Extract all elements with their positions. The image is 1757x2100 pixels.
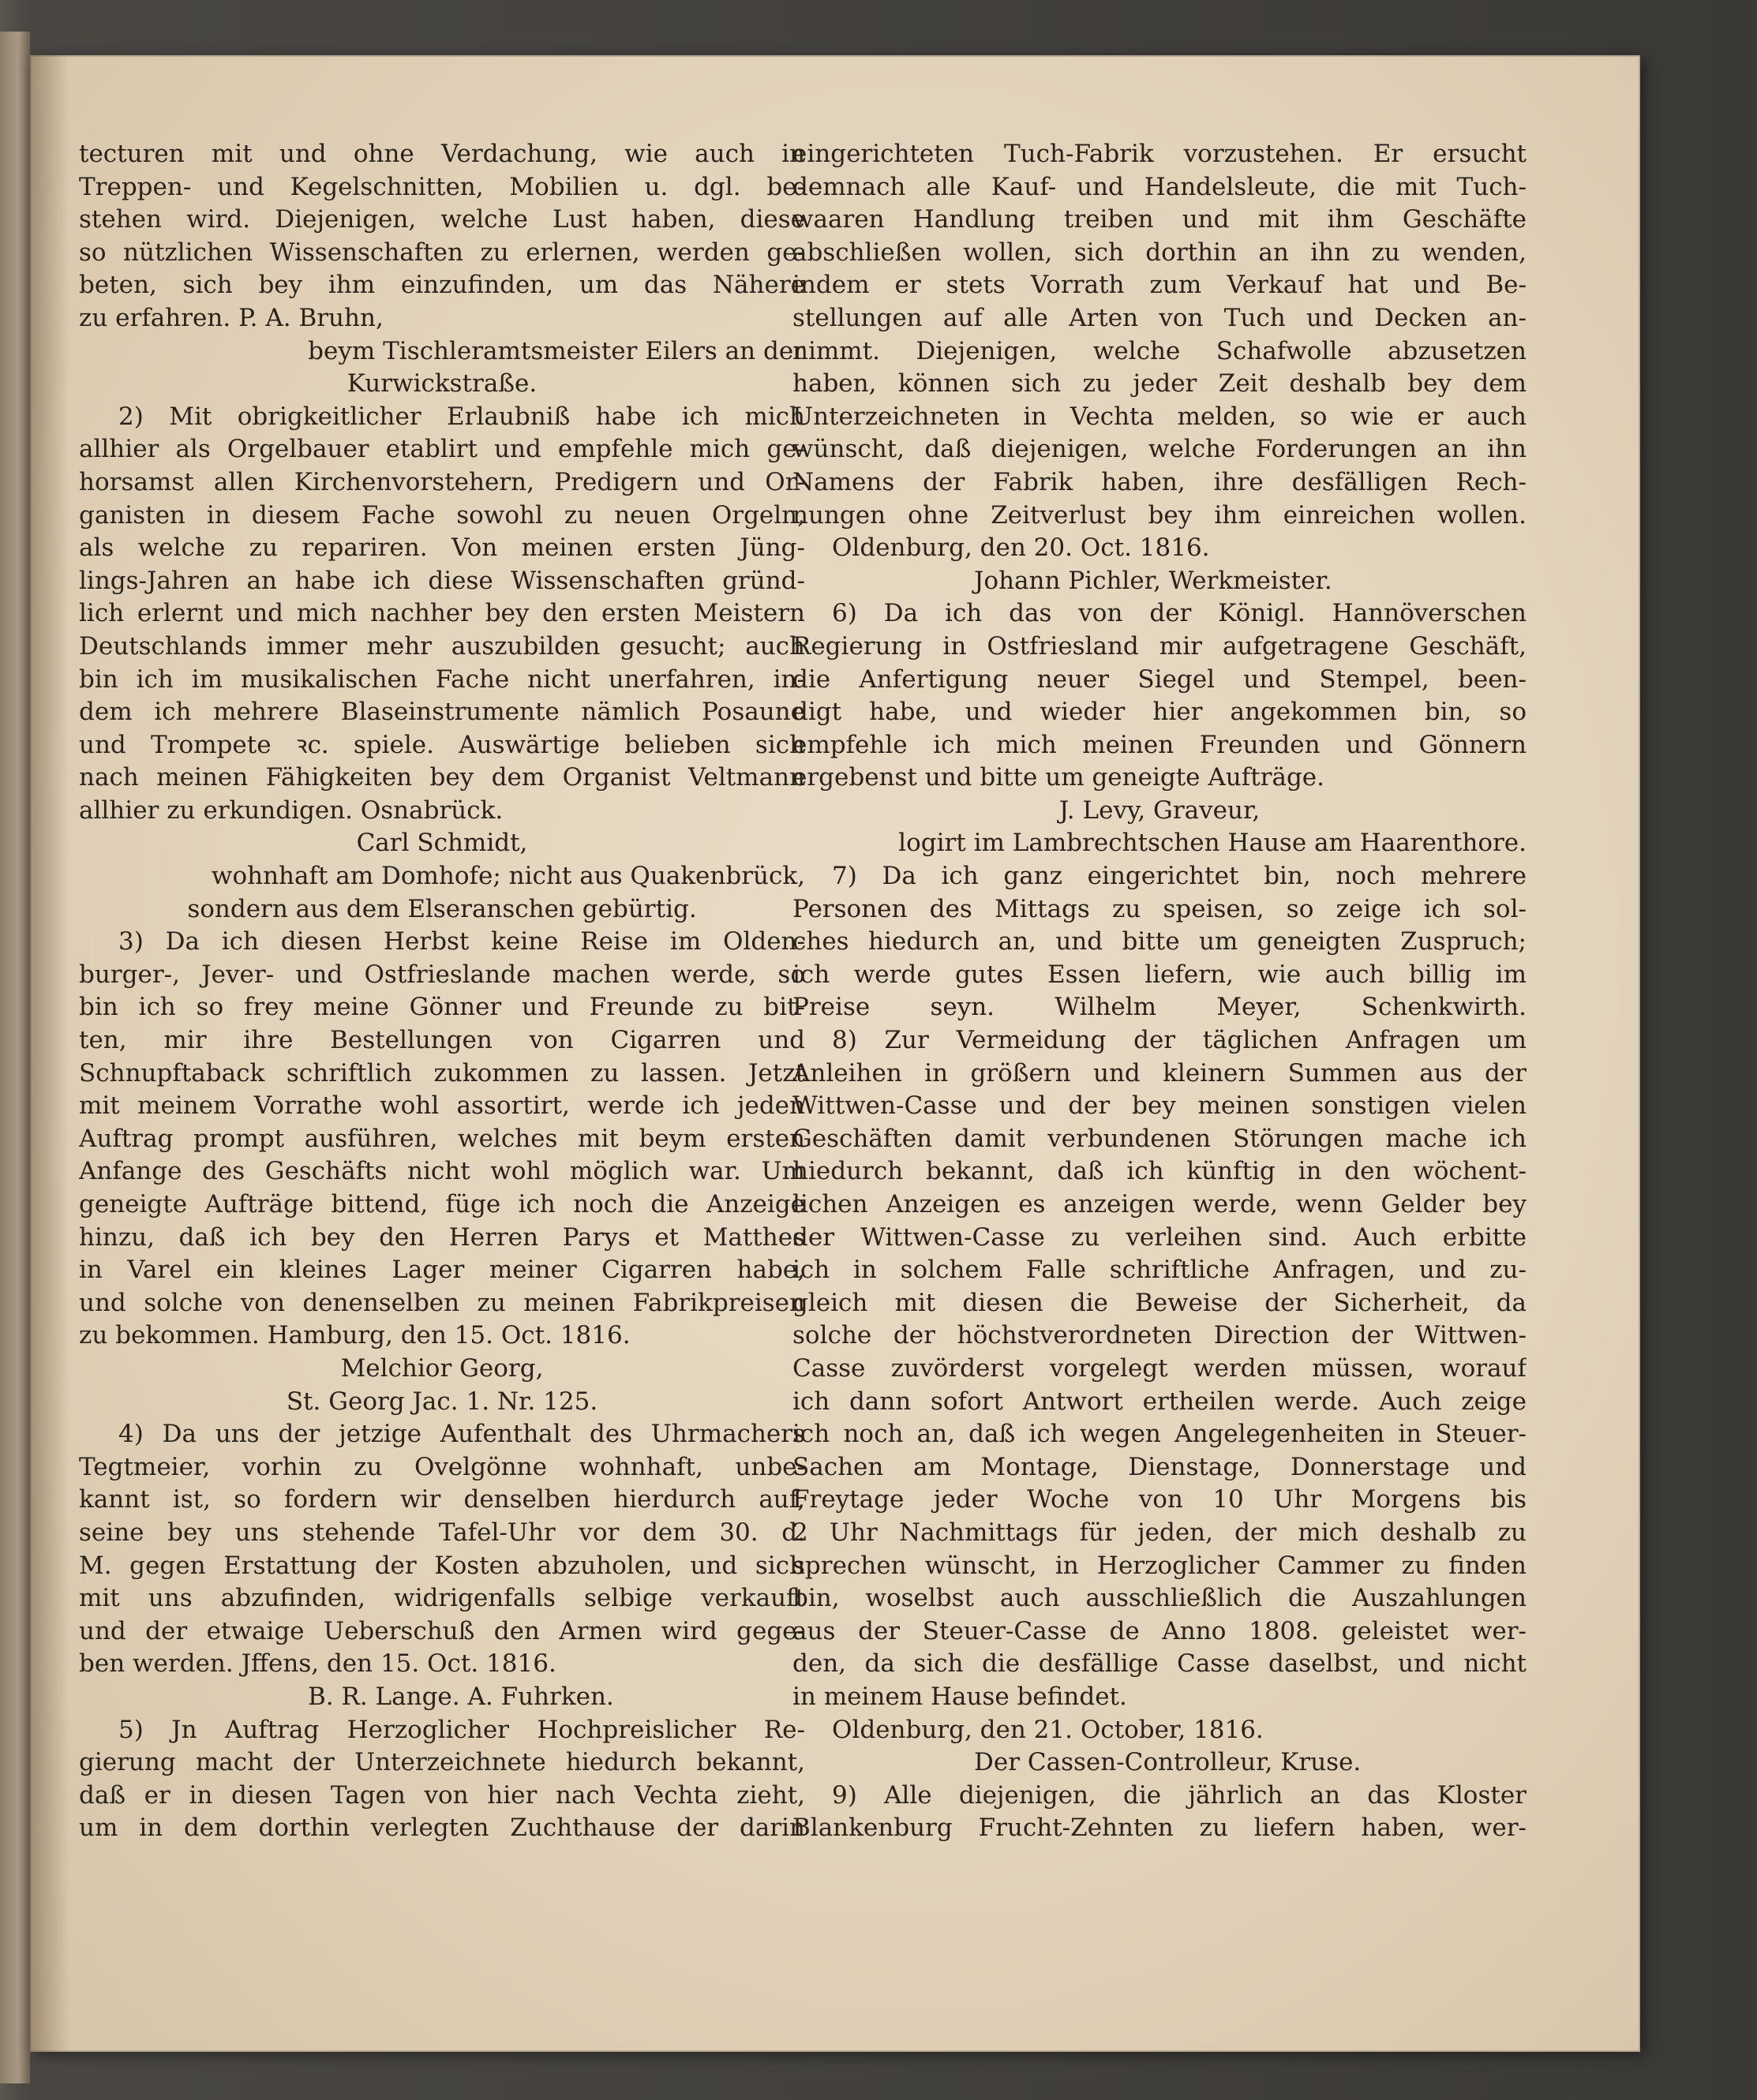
text-line: als welche zu repariren. Von meinen ersten Jüng- bbox=[79, 533, 805, 563]
text-line: Der Cassen-Controlleur, Kruse. bbox=[974, 1748, 1362, 1777]
text-line: Namens der Fabrik haben, ihre desfälligen Rech- bbox=[792, 467, 1527, 496]
text-line: 8) Zur Vermeidung der täglichen Anfragen um bbox=[832, 1026, 1527, 1055]
text-line: Johann Pichler, Werkmeister. bbox=[974, 566, 1332, 595]
text-line: ten, mir ihre Bestellungen von Cigarren und bbox=[79, 1026, 805, 1055]
text-line: zu erfahren. P. A. Bruhn, bbox=[79, 303, 384, 332]
text-line: empfehle ich mich meinen Freunden und Gönnern bbox=[792, 730, 1527, 759]
text-line: 6) Da ich das von der Königl. Hannöverschen bbox=[832, 599, 1527, 628]
text-line: gleich mit diesen die Beweise der Sicherheit, da bbox=[792, 1288, 1527, 1317]
text-line: den, da sich die desfällige Casse daselbst, und nicht bbox=[792, 1649, 1527, 1679]
text-line: 5) Jn Auftrag Herzoglicher Hochpreislicher Re- bbox=[118, 1715, 805, 1744]
text-line: um in dem dorthin verlegten Zuchthause der darin bbox=[79, 1814, 805, 1843]
text-line: daß er in diesen Tagen von hier nach Vechta zieht, bbox=[79, 1780, 805, 1810]
text-line: lichen Anzeigen es anzeigen werde, wenn Gelder bey bbox=[792, 1190, 1527, 1218]
text-line: geneigte Aufträge bittend, füge ich noch die Anzeige bbox=[79, 1190, 805, 1218]
text-line: 4) Da uns der jetzige Aufenthalt des Uhrmachers bbox=[118, 1420, 805, 1449]
text-line: St. Georg Jac. 1. Nr. 125. bbox=[286, 1387, 598, 1416]
text-line: nungen ohne Zeitverlust bey ihm einreichen wollen. bbox=[792, 500, 1527, 530]
text-line: Freytage jeder Woche von 10 Uhr Morgens bis bbox=[792, 1485, 1527, 1514]
text-line: Casse zuvörderst vorgelegt werden müssen, worauf bbox=[792, 1353, 1527, 1383]
text-line: in Varel ein kleines Lager meiner Cigarren habe, bbox=[79, 1256, 805, 1285]
text-line: haben, können sich zu jeder Zeit deshalb bey dem bbox=[792, 369, 1527, 399]
text-line: allhier zu erkundigen. Osnabrück. bbox=[79, 795, 504, 825]
text-line: beym Tischleramtsmeister Eilers an der bbox=[308, 336, 805, 365]
previous-page-edge bbox=[0, 32, 30, 2083]
text-line: demnach alle Kauf- und Handelsleute, die mit Tuch- bbox=[792, 172, 1527, 201]
text-line: und solche von denenselben zu meinen Fabrikpreisen bbox=[79, 1288, 805, 1317]
text-line: 2) Mit obrigkeitlicher Erlaubniß habe ich mich bbox=[118, 402, 805, 431]
text-line: Schnupftaback schriftlich zukommen zu lassen. Jetzt bbox=[79, 1058, 805, 1087]
text-line: tecturen mit und ohne Verdachung, wie auch in bbox=[79, 140, 805, 168]
text-line: J. Levy, Graveur, bbox=[1058, 795, 1261, 825]
text-line: stehen wird. Diejenigen, welche Lust haben, diese bbox=[79, 205, 805, 234]
text-line: sondern aus dem Elseranschen gebürtig. bbox=[187, 894, 697, 923]
text-line: Geschäften damit verbundenen Störungen mache ich bbox=[792, 1124, 1527, 1153]
text-line: hiedurch bekannt, daß ich künftig in den wöchent- bbox=[792, 1157, 1527, 1186]
text-line: ich in solchem Falle schriftliche Anfragen, und zu- bbox=[792, 1256, 1527, 1285]
text-line: ich werde gutes Essen liefern, wie auch billig im bbox=[792, 960, 1527, 989]
text-line: waaren Handlung treiben und mit ihm Geschäfte bbox=[792, 205, 1527, 234]
text-line: sprechen wünscht, in Herzoglicher Cammer zu finden bbox=[792, 1551, 1527, 1580]
text-line: 9) Alle diejenigen, die jährlich an das Kloster bbox=[832, 1780, 1527, 1810]
text-line: der Wittwen-Casse zu verleihen sind. Auch erbitte bbox=[792, 1222, 1527, 1252]
text-line: zu bekommen. Hamburg, den 15. Oct. 1816. bbox=[79, 1321, 631, 1350]
text-line: stellungen auf alle Arten von Tuch und Decken an- bbox=[792, 303, 1527, 332]
text-line: wünscht, daß diejenigen, welche Forderungen an ihn bbox=[792, 435, 1527, 464]
text-line: und Trompete ꝛc. spiele. Auswärtige belieben sich bbox=[79, 730, 805, 759]
text-line: Tegtmeier, vorhin zu Ovelgönne wohnhaft, unbe- bbox=[79, 1452, 805, 1481]
text-line: ches hiedurch an, und bitte um geneigten Zuspruch; bbox=[792, 927, 1527, 956]
text-line: lings-Jahren an habe ich diese Wissenschaften gründ- bbox=[79, 566, 805, 595]
text-line: bin, woselbst auch ausschließlich die Auszahlungen bbox=[792, 1584, 1527, 1613]
text-line: lich erlernt und mich nachher bey den ersten Meistern bbox=[79, 599, 805, 628]
text-line: Oldenburg, den 20. Oct. 1816. bbox=[832, 533, 1210, 563]
text-line: burger-, Jever- und Ostfrieslande machen werde, so bbox=[79, 960, 805, 989]
text-line: abschließen wollen, sich dorthin an ihn zu wenden, bbox=[792, 238, 1527, 267]
text-line: Melchior Georg, bbox=[340, 1353, 544, 1383]
text-line: Personen des Mittags zu speisen, so zeige ich sol- bbox=[792, 894, 1527, 923]
text-line: B. R. Lange. A. Fuhrken. bbox=[308, 1682, 614, 1711]
text-line: ich noch an, daß ich wegen Angelegenheiten in Steuer- bbox=[792, 1420, 1527, 1449]
text-line: in meinem Hause befindet. bbox=[792, 1682, 1127, 1711]
text-line: Deutschlands immer mehr auszubilden gesucht; auch bbox=[79, 631, 805, 661]
text-line: seine bey uns stehende Tafel-Uhr vor dem 30. d. bbox=[79, 1518, 805, 1547]
text-line: allhier als Orgelbauer etablirt und empfehle mich ge- bbox=[79, 435, 805, 464]
text-line: die Anfertigung neuer Siegel und Stempel, been- bbox=[792, 664, 1527, 694]
text-line: mit meinem Vorrathe wohl assortirt, werde ich jeden bbox=[79, 1091, 805, 1121]
text-line: Wittwen-Casse und der bey meinen sonstigen vielen bbox=[792, 1091, 1527, 1121]
text-line: eingerichteten Tuch-Fabrik vorzustehen. Er ersucht bbox=[792, 140, 1527, 168]
text-line: Kurwickstraße. bbox=[347, 369, 538, 399]
text-line: Anleihen in größern und kleinern Summen aus der bbox=[792, 1058, 1527, 1087]
text-line: Carl Schmidt, bbox=[356, 829, 528, 858]
text-line: M. gegen Erstattung der Kosten abzuholen, und sich bbox=[79, 1551, 805, 1580]
text-line: 7) Da ich ganz eingerichtet bin, noch mehrere bbox=[832, 862, 1527, 891]
text-line: mit uns abzufinden, widrigenfalls selbige verkauft bbox=[79, 1584, 805, 1613]
text-line: ganisten in diesem Fache sowohl zu neuen Orgeln, bbox=[79, 500, 805, 530]
text-line: Treppen- und Kegelschnitten, Mobilien u. dgl. be- bbox=[79, 172, 805, 201]
text-line: wohnhaft am Domhofe; nicht aus Quakenbrück, bbox=[211, 862, 805, 891]
text-line: beten, sich bey ihm einzufinden, um das Nähere bbox=[79, 271, 805, 300]
text-line: nach meinen Fähigkeiten bey dem Organist Veltmann bbox=[79, 763, 805, 792]
text-line: Auftrag prompt ausführen, welches mit beym ersten bbox=[79, 1124, 805, 1153]
text-line: Anfange des Geschäfts nicht wohl möglich war. Um bbox=[79, 1157, 805, 1186]
text-line: indem er stets Vorrath zum Verkauf hat und Be- bbox=[792, 271, 1527, 300]
text-line: gierung macht der Unterzeichnete hiedurch bekannt, bbox=[79, 1748, 805, 1777]
text-line: Preise seyn. Wilhelm Meyer, Schenkwirth. bbox=[792, 993, 1527, 1022]
text-line: Regierung in Ostfriesland mir aufgetragene Geschäft, bbox=[792, 631, 1527, 661]
text-line: digt habe, und wieder hier angekommen bin, so bbox=[792, 698, 1527, 727]
text-line: 2 Uhr Nachmittags für jeden, der mich deshalb zu bbox=[792, 1518, 1527, 1547]
text-line: logirt im Lambrechtschen Hause am Haarenthore. bbox=[898, 829, 1527, 858]
text-line: Unterzeichneten in Vechta melden, so wie er auch bbox=[792, 402, 1527, 431]
text-line: solche der höchstverordneten Direction der Wittwen- bbox=[792, 1321, 1527, 1350]
left-column bbox=[79, 138, 805, 1845]
text-line: nimmt. Diejenigen, welche Schafwolle abzusetzen bbox=[792, 336, 1527, 365]
text-line: Sachen am Montage, Dienstage, Donnerstage und bbox=[792, 1452, 1527, 1481]
text-line: Oldenburg, den 21. October, 1816. bbox=[832, 1715, 1264, 1744]
gutter-shadow bbox=[30, 55, 69, 2052]
text-line: hinzu, daß ich bey den Herren Parys et Matthes bbox=[79, 1222, 805, 1252]
text-line: bin ich so frey meine Gönner und Freunde zu bit- bbox=[79, 993, 805, 1022]
text-line: so nützlichen Wissenschaften zu erlernen, werden ge- bbox=[79, 238, 805, 267]
text-line: ich dann sofort Antwort ertheilen werde. Auch zeige bbox=[792, 1387, 1527, 1416]
text-line: horsamst allen Kirchenvorstehern, Predigern und Or- bbox=[79, 467, 805, 496]
text-line: ergebenst und bitte um geneigte Aufträge. bbox=[792, 763, 1324, 792]
text-line: dem ich mehrere Blaseinstrumente nämlich Posaune bbox=[79, 698, 805, 727]
text-line: und der etwaige Ueberschuß den Armen wird gege- bbox=[79, 1616, 805, 1645]
text-line: kannt ist, so fordern wir denselben hierdurch auf, bbox=[79, 1485, 805, 1514]
text-line: bin ich im musikalischen Fache nicht unerfahren, in- bbox=[79, 664, 805, 694]
right-column bbox=[792, 138, 1527, 1845]
text-line: aus der Steuer-Casse de Anno 1808. geleistet wer- bbox=[792, 1616, 1527, 1645]
text-line: 3) Da ich diesen Herbst keine Reise im Olden- bbox=[118, 927, 805, 956]
text-line: Blankenburg Frucht-Zehnten zu liefern haben, wer- bbox=[792, 1814, 1527, 1843]
newspaper-page bbox=[30, 55, 1640, 2052]
text-line: ben werden. Jffens, den 15. Oct. 1816. bbox=[79, 1649, 556, 1679]
